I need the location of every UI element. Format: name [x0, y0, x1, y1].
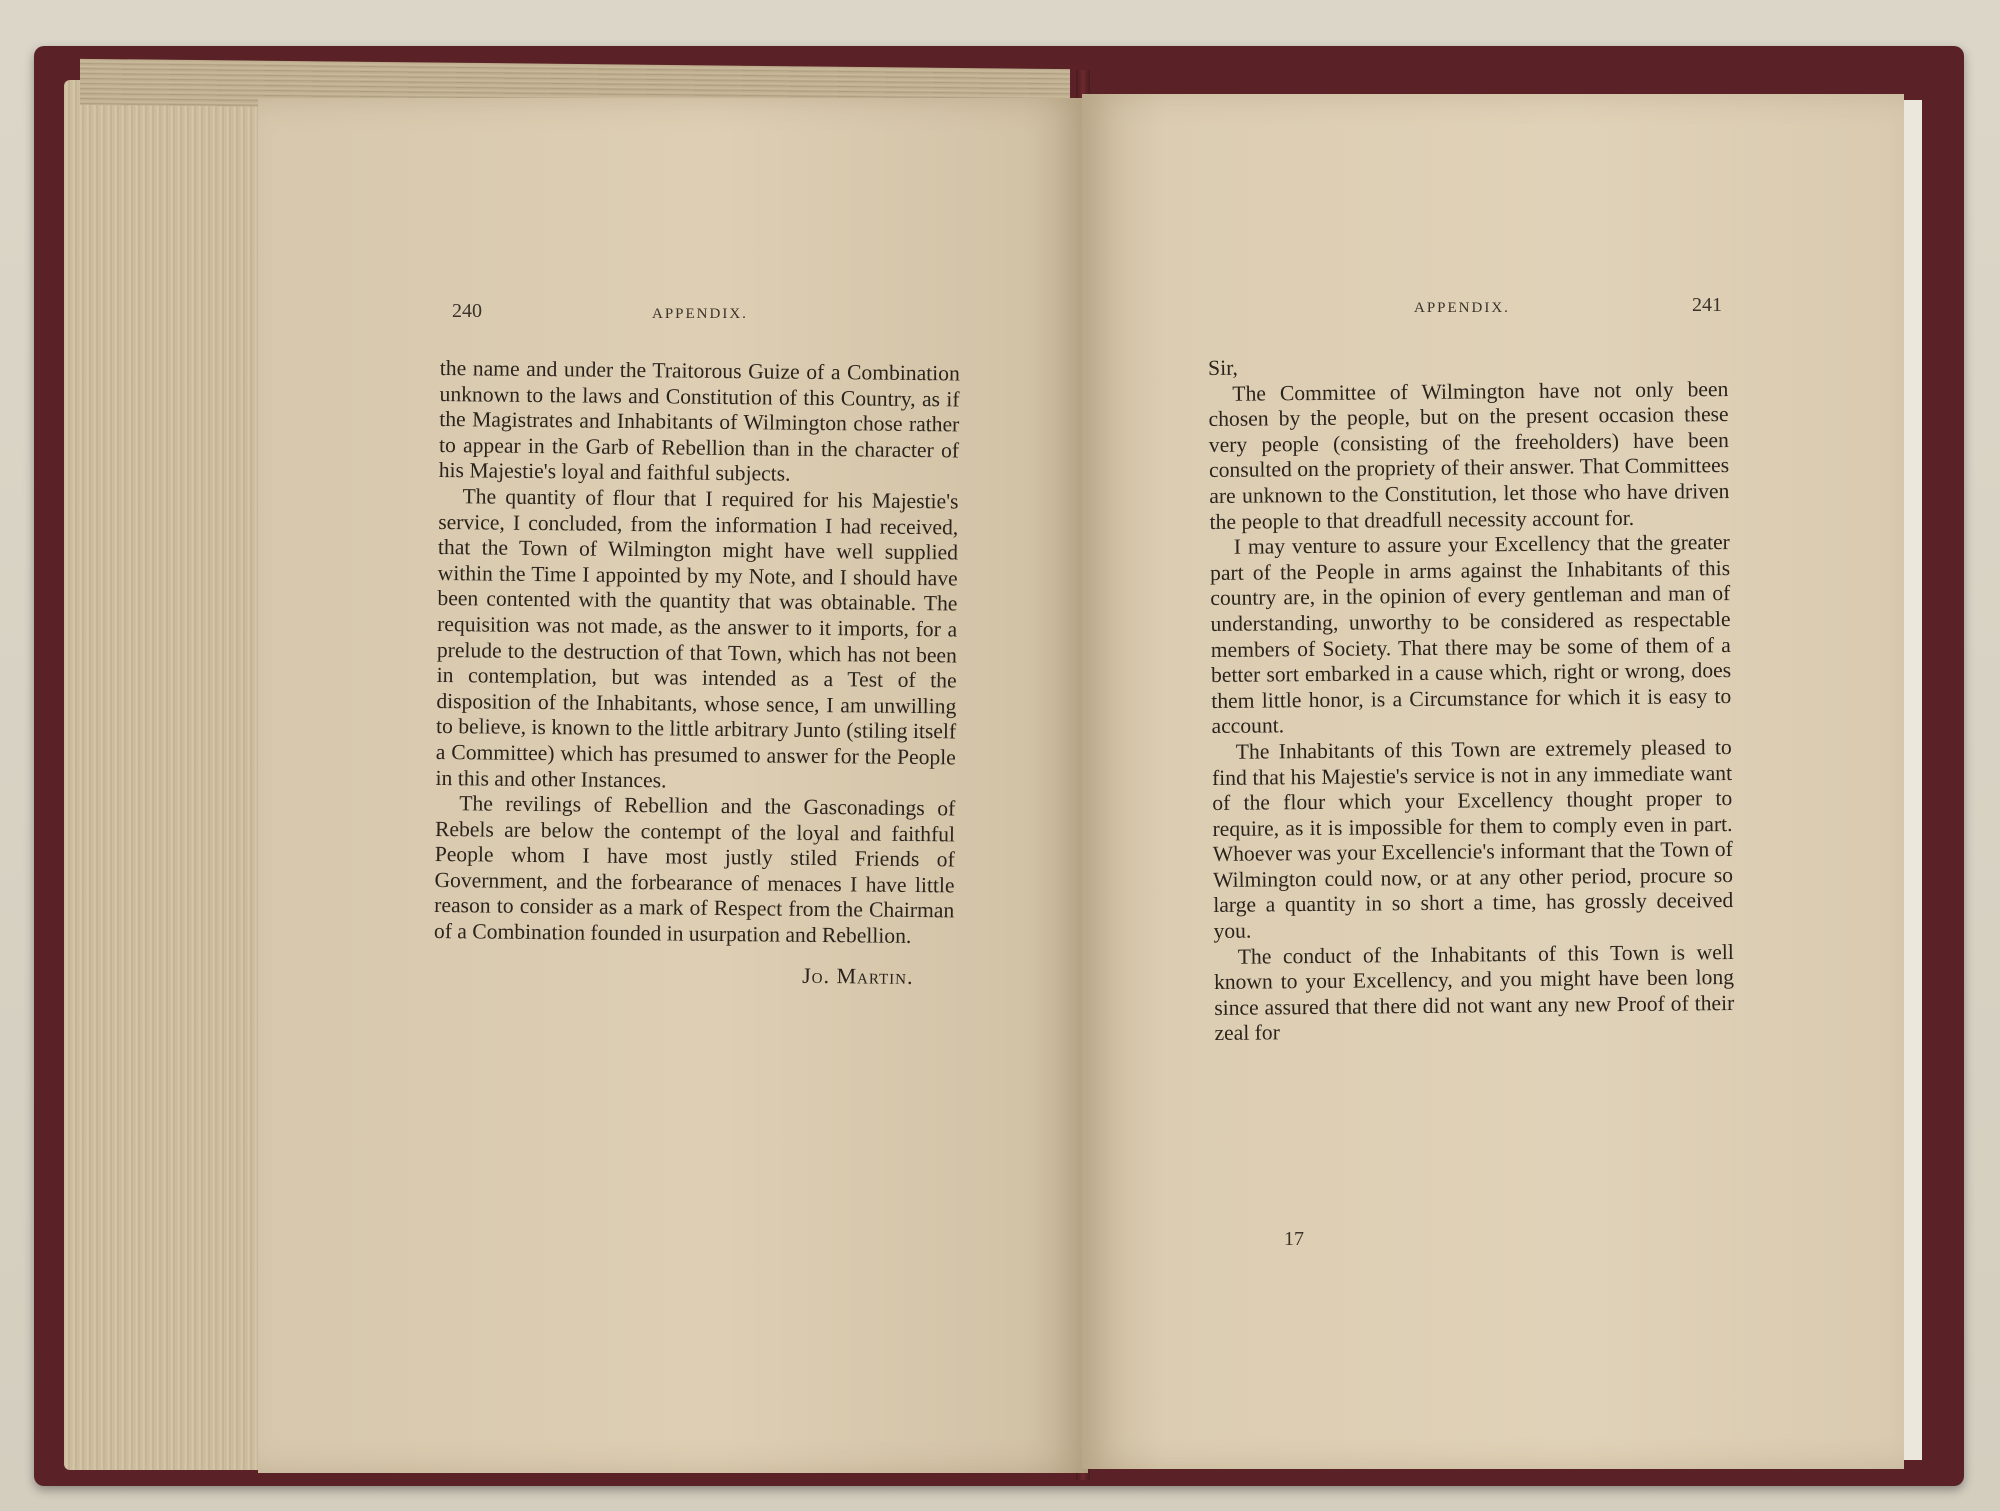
- paragraph: The quantity of flour that I required for his Majestie's service, I concluded, from the information I had received, that the Town of Wilmington might have well supplied within the Time I appointed by my Note, and I should have been contented with the quantity that was obtainable. The requisition was not made, as the answer to it imports, for a prelude to the destruction of that Town, which has not been in contemplation, but was intended as a Test of the disposition of the Inhabitants, whose sence, I am unwilling to believe, is known to the little arbitrary Junto (stiling itself a Committee) which has presumed to answer for the People in this and other Instances.: [435, 484, 959, 792]
- signature-mark: 17: [1284, 1228, 1304, 1250]
- paragraph: the name and under the Traitorous Guize of a Combination unknown to the laws and Constitution of this Country, as if the Magistrates and Inhabitants of Wilmington chose rather to appear in the Garb of Rebellion than in the character of his Majestie's loyal and faithful subjects.: [438, 356, 960, 487]
- paragraph: I may venture to assure your Excellency that the greater part of the People in arms against the Inhabitants of this country are, in the opinion of every gentleman and man of understanding, unworthy to be considered as respectable members of Society. That there may be some of them of a better sort embarked in a cause which, right or wrong, does them little honor, is a Circumstance for which it is easy to account.: [1209, 530, 1732, 739]
- paragraph: The Committee of Wilmington have not only been chosen by the people, but on the present occasion these very people (consisting of the freeholders) have been consulted on the propriety of their answer. That Committees are unknown to the Constitution, let those who have driven the people to that dreadfull necessity account for.: [1208, 376, 1730, 534]
- paragraph: The Inhabitants of this Town are extremely pleased to find that his Majestie's service is not in any immediate want of the flour which your Excellency thought proper to require, as it is impossible for them to comply even in part. Whoever was your Excellencie's informant that the Town of Wilmington could now, or at any other period, procure so large a quantity in so short a time, has grossly deceived you.: [1211, 734, 1734, 944]
- salutation: Sir,: [1208, 355, 1238, 380]
- signature: Jo. Martin.: [802, 962, 914, 989]
- left-running-head: APPENDIX.: [652, 306, 748, 322]
- paragraph: The revilings of Rebellion and the Gasconadings of Rebels are below the contempt of the loyal and faithful People whom I have most justly stiled Friends of Government, and the forbearance of menaces I have little reason to consider as a mark of Respect from the Chairman of a Combination founded in usurpation and Rebellion.: [433, 791, 956, 949]
- left-page-number: 240: [452, 300, 482, 322]
- paragraph: The conduct of the Inhabitants of this Town is well known to your Excellency, and you might have been long since assured that there did not want any new Proof of their zeal for: [1213, 939, 1735, 1046]
- right-running-head: APPENDIX.: [1414, 300, 1510, 316]
- page-edges-right: [1904, 100, 1922, 1460]
- right-page-body: [1208, 351, 1735, 1047]
- right-page-number: 241: [1692, 294, 1722, 316]
- left-page-body: [433, 356, 960, 990]
